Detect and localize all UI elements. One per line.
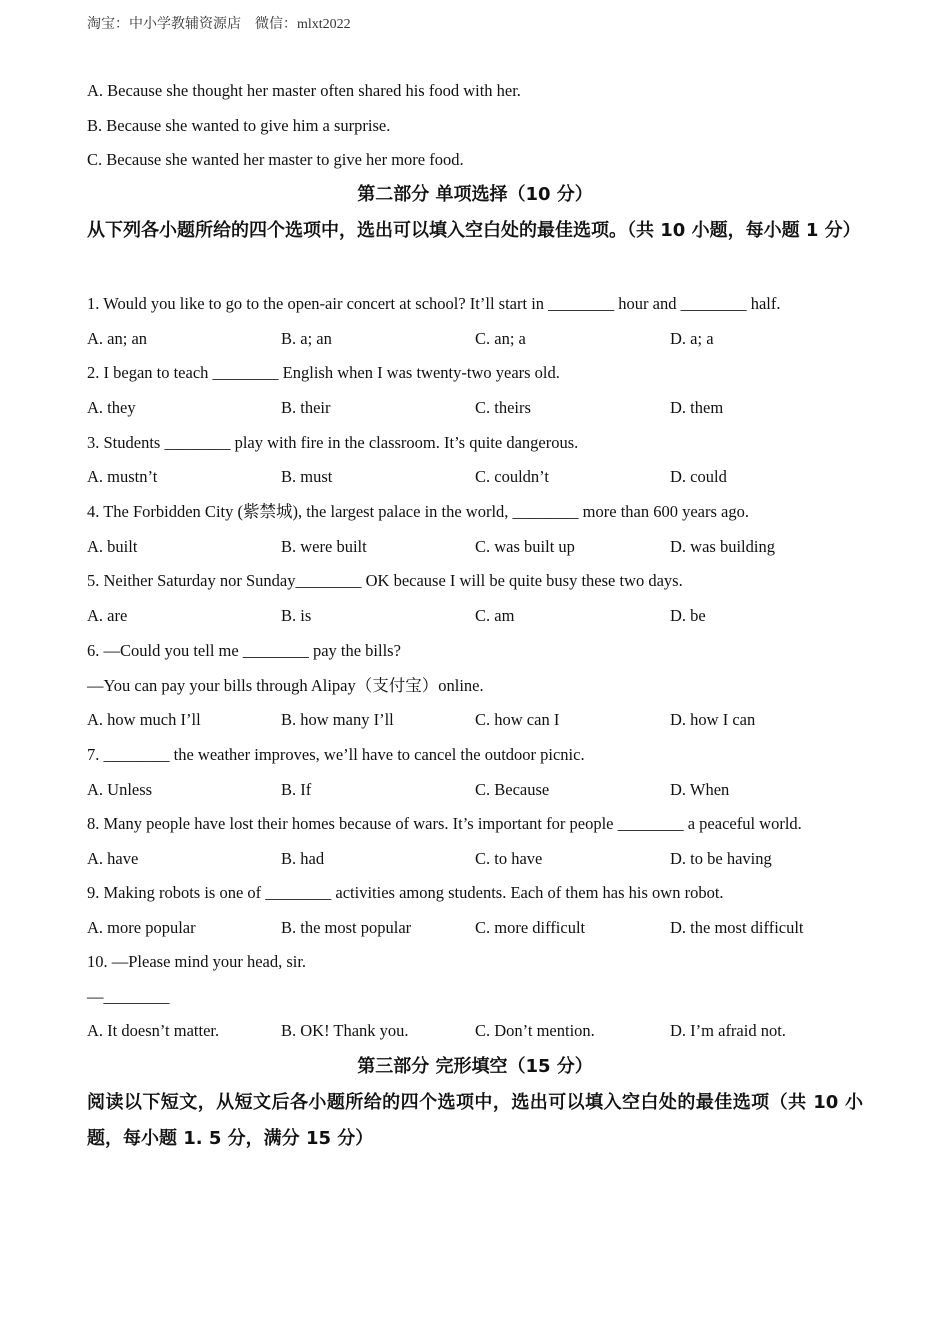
part3-title: 第三部分 完形填空（15 分） xyxy=(357,1056,593,1077)
option-d: D. was building xyxy=(670,537,775,556)
option-b: B. had xyxy=(281,849,325,868)
option-a: A. more popular xyxy=(87,918,196,937)
page-header xyxy=(87,13,351,33)
option-a: A. they xyxy=(87,398,136,417)
question-8: 8. Many people have lost their homes because of wars. It’s important for people ________ a peaceful world. xyxy=(87,814,802,833)
option-a: A. built xyxy=(87,537,138,556)
option-c: C. was built up xyxy=(475,537,575,556)
question-4: 4. The Forbidden City (紫禁城), the largest palace in the world, ________ more than 600 years ago. xyxy=(87,502,749,521)
option-d: D. be xyxy=(670,606,706,625)
option-c: C. more difficult xyxy=(475,918,586,937)
option-d: D. to be having xyxy=(670,849,772,868)
option-c: C. an; a xyxy=(475,329,526,348)
option-d: D. the most difficult xyxy=(670,918,804,937)
option-b: B. a; an xyxy=(281,329,332,348)
question-9: 9. Making robots is one of ________ activities among students. Each of them has his own robot. xyxy=(87,883,724,902)
prev-option-a: A. Because she thought her master often shared his food with her. xyxy=(87,81,521,100)
option-d: D. could xyxy=(670,467,727,486)
part2-title: 第二部分 单项选择（10 分） xyxy=(357,184,593,205)
header-shop: 淘宝：中小学教辅资源店 xyxy=(87,17,241,32)
question-10-response: —________ xyxy=(87,987,170,1006)
question-1: 1. Would you like to go to the open-air concert at school? It’ll start in ________ hour and ________ half. xyxy=(87,294,781,313)
part2-instruction: 从下列各小题所给的四个选项中，选出可以填入空白处的最佳选项。（共 10 小题，每小题 1 分） xyxy=(87,220,861,241)
option-c: C. couldn’t xyxy=(475,467,549,486)
option-a: A. an; an xyxy=(87,329,148,348)
option-b: B. If xyxy=(281,780,312,799)
question-2: 2. I began to teach ________ English when I was twenty-two years old. xyxy=(87,363,560,382)
option-b: B. their xyxy=(281,398,331,417)
option-b: B. OK! Thank you. xyxy=(281,1021,409,1040)
option-c: C. am xyxy=(475,606,515,625)
part3-instruction: 阅读以下短文，从短文后各小题所给的四个选项中，选出可以填入空白处的最佳选项（共 10 小题，每小题 1. 5 分，满分 15 分） xyxy=(87,1092,863,1149)
option-d: D. them xyxy=(670,398,724,417)
option-a: A. Unless xyxy=(87,780,153,799)
option-b: B. how many I’ll xyxy=(281,710,394,729)
option-d: D. a; a xyxy=(670,329,714,348)
option-b: B. were built xyxy=(281,537,367,556)
option-a: A. are xyxy=(87,606,128,625)
question-5: 5. Neither Saturday nor Sunday________ OK because I will be quite busy these two days. xyxy=(87,571,683,590)
option-c: C. to have xyxy=(475,849,543,868)
question-10: 10. —Please mind your head, sir. xyxy=(87,952,307,971)
option-b: B. is xyxy=(281,606,312,625)
option-d: D. how I can xyxy=(670,710,756,729)
option-d: D. I’m afraid not. xyxy=(670,1021,786,1040)
question-6: 6. —Could you tell me ________ pay the bills? xyxy=(87,641,401,660)
option-b: B. the most popular xyxy=(281,918,412,937)
prev-option-c: C. Because she wanted her master to give her more food. xyxy=(87,150,464,169)
option-c: C. Don’t mention. xyxy=(475,1021,595,1040)
option-a: A. how much I’ll xyxy=(87,710,201,729)
option-a: A. It doesn’t matter. xyxy=(87,1021,220,1040)
option-b: B. must xyxy=(281,467,333,486)
option-a: A. have xyxy=(87,849,139,868)
prev-option-b: B. Because she wanted to give him a surprise. xyxy=(87,116,391,135)
option-c: C. Because xyxy=(475,780,550,799)
option-d: D. When xyxy=(670,780,730,799)
option-c: C. how can I xyxy=(475,710,560,729)
option-a: A. mustn’t xyxy=(87,467,158,486)
question-7: 7. ________ the weather improves, we’ll have to cancel the outdoor picnic. xyxy=(87,745,585,764)
question-3: 3. Students ________ play with fire in the classroom. It’s quite dangerous. xyxy=(87,433,579,452)
header-wechat: 微信：mlxt2022 xyxy=(255,17,351,32)
question-6-response: —You can pay your bills through Alipay（支付宝）online. xyxy=(87,676,484,695)
option-c: C. theirs xyxy=(475,398,531,417)
